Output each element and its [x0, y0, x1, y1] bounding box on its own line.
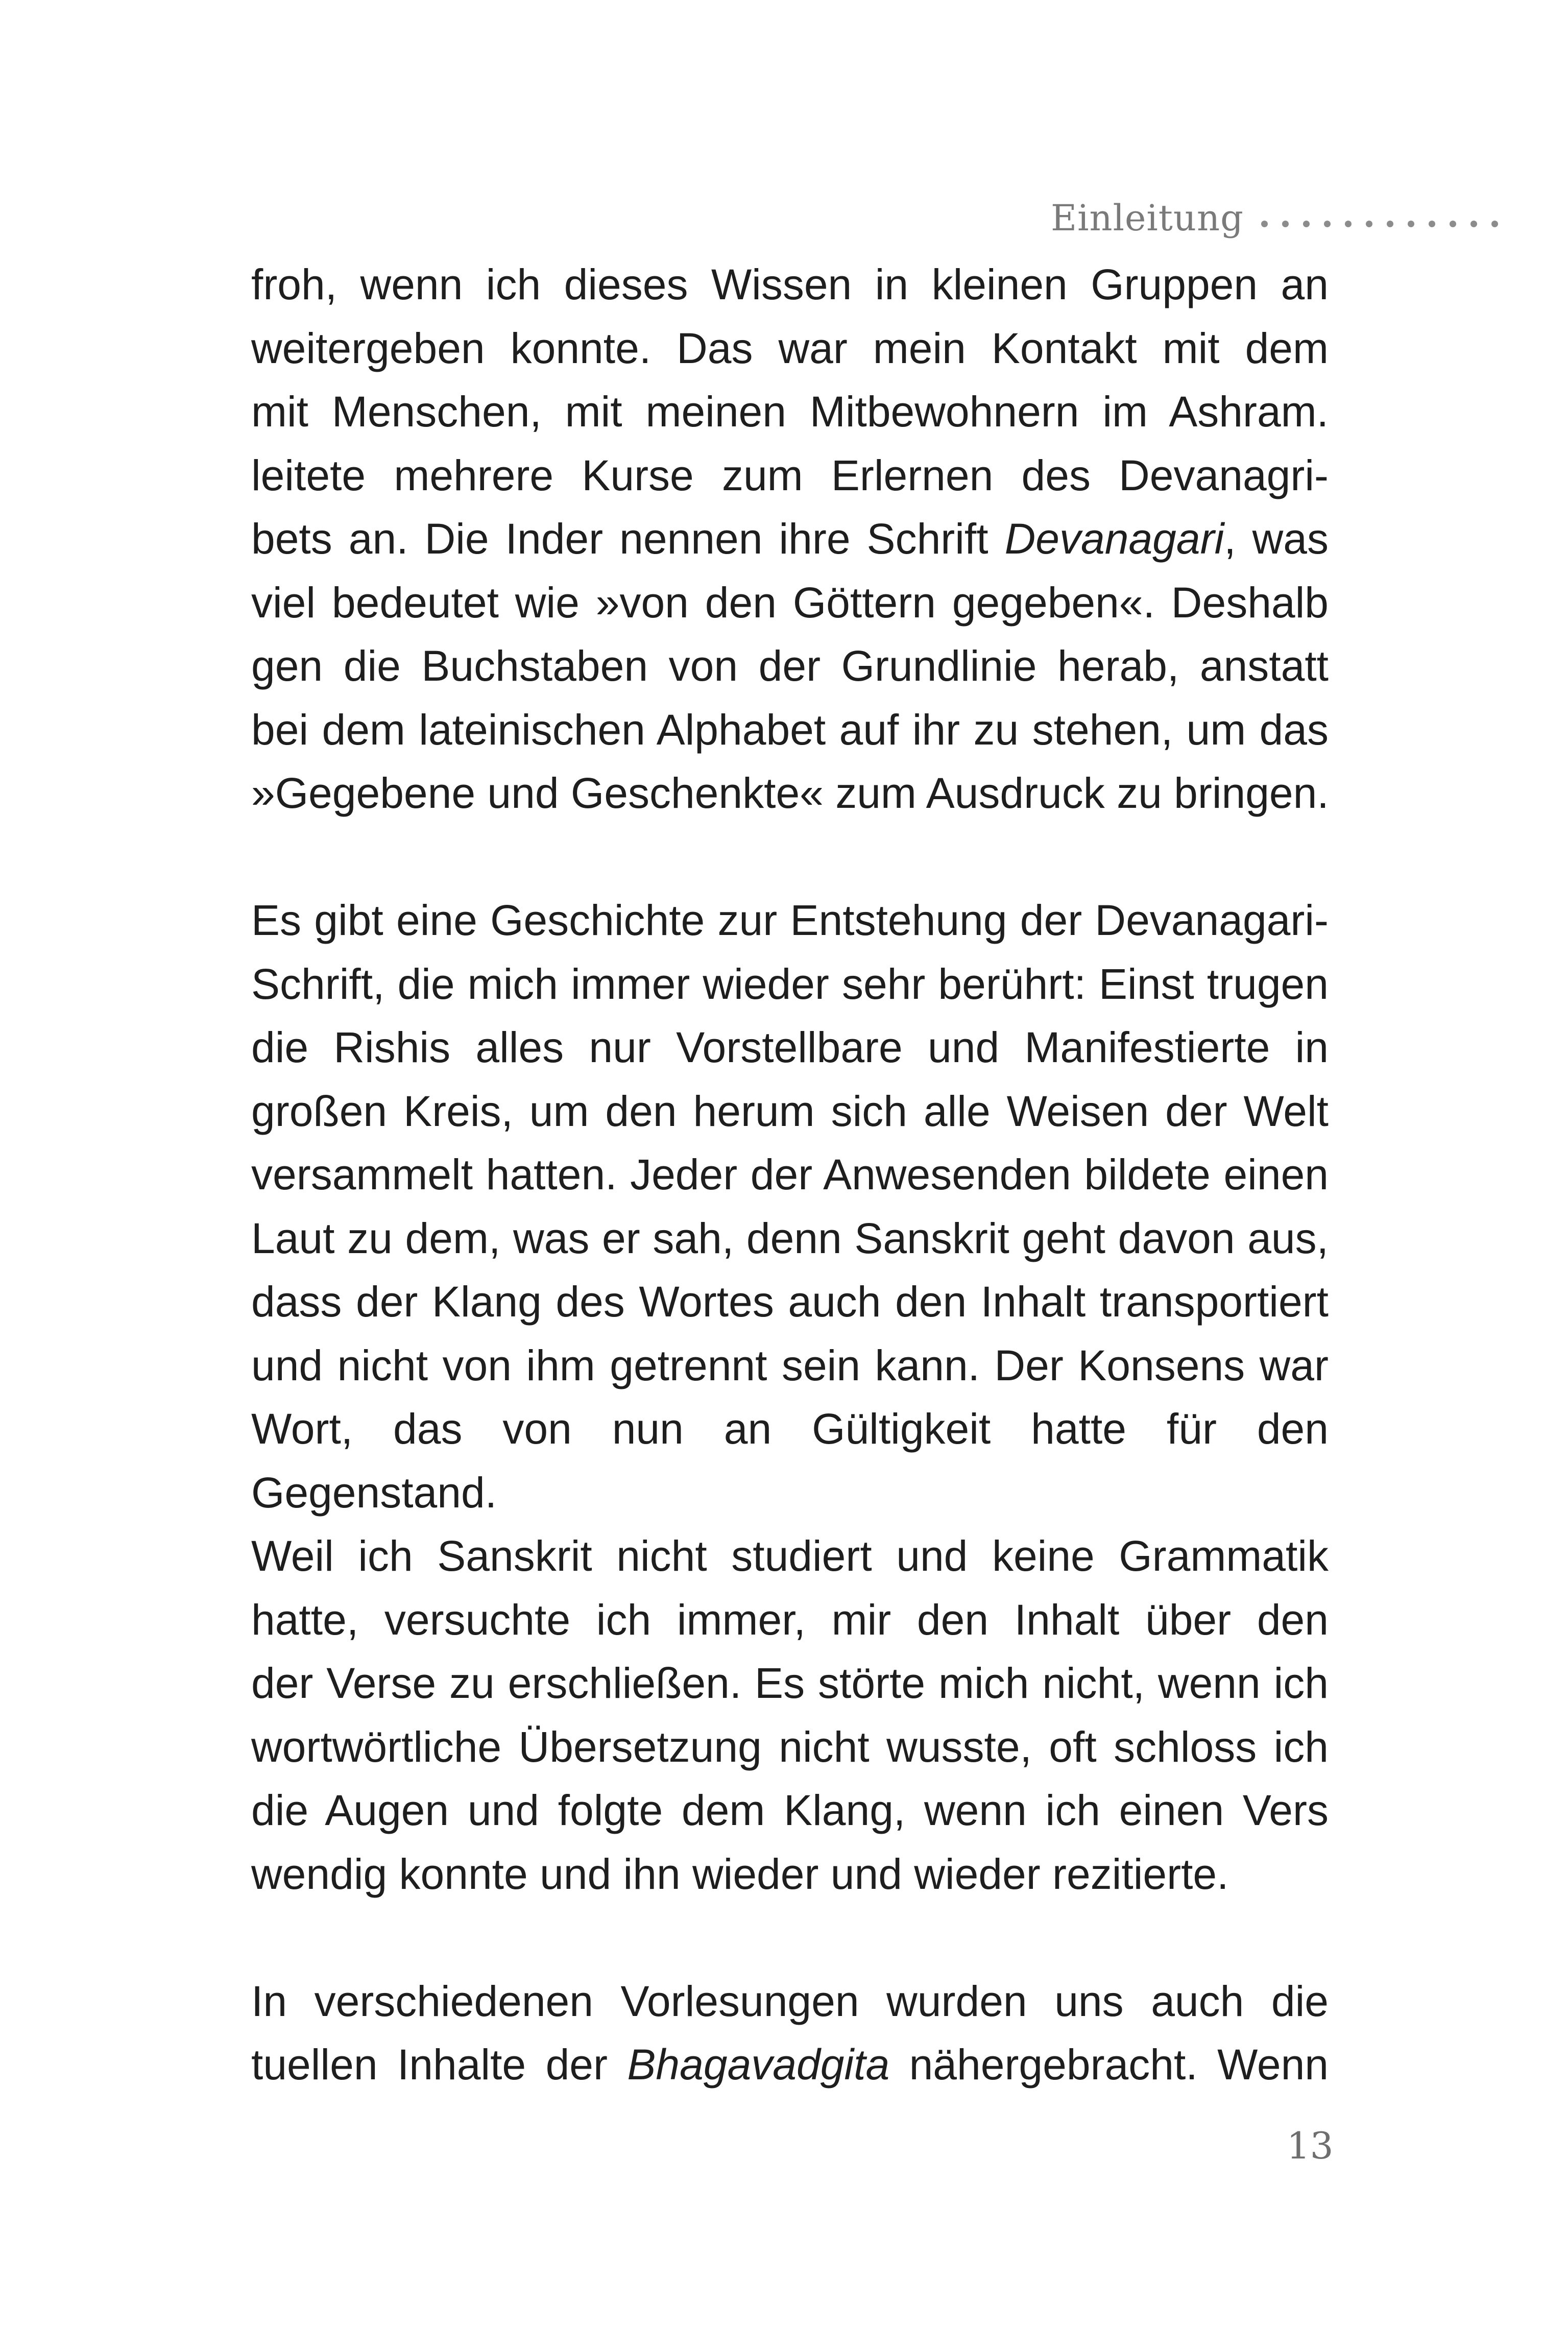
paragraph: [251, 253, 1329, 825]
leader-dot: [1470, 221, 1477, 227]
text-run: bets an. Die Inder nennen ihre Schrift: [251, 515, 1005, 563]
text-line: mit Menschen, mit meinen Mitbewohnern im Ashram.: [251, 388, 1329, 436]
text-line: Weil ich Sanskrit nicht studiert und keine Grammatik: [251, 1532, 1329, 1580]
leader-dot: [1366, 221, 1372, 227]
paragraph: [251, 889, 1329, 1524]
text-line: und nicht von ihm getrennt sein kann. Der Konsens war: [251, 1341, 1329, 1389]
dot-leader: [1261, 221, 1498, 227]
page-number: 13: [1287, 2124, 1334, 2167]
leader-dot: [1491, 221, 1498, 227]
text-line: froh, wenn ich dieses Wissen in kleinen Gruppen an: [251, 260, 1329, 308]
paragraph: [251, 1524, 1329, 1906]
text-line: »Gegebene und Geschenkte« zum Ausdruck zu bringen.: [251, 769, 1329, 817]
text-line: Es gibt eine Geschichte zur Entstehung der Devanagari-: [251, 896, 1329, 944]
text-line: die Augen und folgte dem Klang, wenn ich einen Vers: [251, 1786, 1329, 1834]
text-line: [251, 507, 1329, 571]
text-line: versammelt hatten. Jeder der Anwesenden bildete einen: [251, 1150, 1329, 1198]
leader-dot: [1429, 221, 1435, 227]
text-line: leitete mehrere Kurse zum Erlernen des Devanagri-: [251, 451, 1329, 499]
paragraph-gap: [251, 1906, 1329, 1970]
text-line: Schrift, die mich immer wieder sehr berührt: Einst trugen: [251, 959, 1329, 1008]
text-line: Laut zu dem, was er sah, denn Sanskrit geht davon aus,: [251, 1214, 1329, 1262]
leader-dot: [1324, 221, 1331, 227]
text-run: nähergebracht. Wenn: [909, 2041, 1329, 2089]
leader-dot: [1387, 221, 1393, 227]
text-line: viel bedeutet wie »von den Göttern gegeben«. Deshalb: [251, 578, 1329, 627]
italic-term: Devanagari: [1004, 515, 1224, 563]
text-line: Gegenstand.: [251, 1468, 497, 1517]
leader-dot: [1303, 221, 1310, 227]
text-run: , was: [1224, 515, 1329, 563]
text-line: hatte, versuchte ich immer, mir den Inhalt über den: [251, 1595, 1329, 1644]
leader-dot: [1345, 221, 1352, 227]
leader-dot: [1261, 221, 1268, 227]
text-line: bei dem lateinischen Alphabet auf ihr zu stehen, um das: [251, 705, 1329, 754]
paragraph-gap: [251, 825, 1329, 889]
leader-dot: [1282, 221, 1289, 227]
section-title: Einleitung: [1051, 197, 1244, 239]
text-line: dass der Klang des Wortes auch den Inhalt transportiert: [251, 1278, 1329, 1326]
text-line: wortwörtliche Übersetzung nicht wusste, oft schloss ich: [251, 1722, 1329, 1771]
text-line: wendig konnte und ihn wieder und wieder rezitierte.: [251, 1850, 1229, 1898]
leader-dot: [1450, 221, 1456, 227]
text-line: weitergeben konnte. Das war mein Kontakt mit dem: [251, 324, 1329, 372]
italic-term: Bhagavadgita: [627, 2041, 890, 2089]
text-line: [251, 2033, 1329, 2097]
text-line: In verschiedenen Vorlesungen wurden uns auch die: [251, 1977, 1329, 2025]
text-line: der Verse zu erschließen. Es störte mich nicht, wenn ich: [251, 1659, 1329, 1707]
paragraph: [251, 1970, 1329, 2097]
text-line: großen Kreis, um den herum sich alle Weisen der Welt: [251, 1087, 1329, 1135]
body-text: [251, 253, 1329, 2097]
text-line: gen die Buchstaben von der Grundlinie herab, anstatt: [251, 642, 1329, 690]
running-header: [1051, 195, 1498, 241]
text-line: Wort, das von nun an Gültigkeit hatte für den: [251, 1405, 1329, 1453]
leader-dot: [1408, 221, 1414, 227]
text-run: tuellen Inhalte der: [251, 2041, 628, 2089]
text-line: die Rishis alles nur Vorstellbare und Manifestierte in: [251, 1023, 1329, 1071]
